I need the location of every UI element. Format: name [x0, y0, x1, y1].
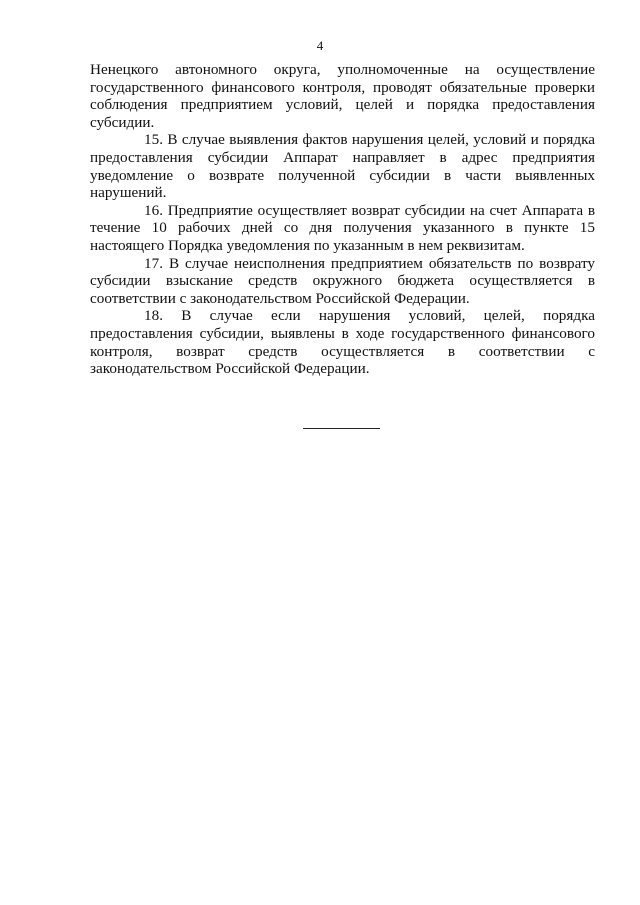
end-of-document-rule — [303, 428, 380, 429]
paragraph-continuation: Ненецкого автономного округа, уполномоченные на осуществление государственного финансового контроля, проводят обязательные проверки соблюдения предприятием условий, целей и порядка предоставления субсидии. — [90, 61, 595, 131]
paragraph-item-15: 15. В случае выявления фактов нарушения целей, условий и порядка предоставления субсидии Аппарат направляет в адрес предприятия уведомление о возврате полученной субсидии в части выявленных нарушений. — [90, 131, 595, 202]
document-body — [90, 61, 595, 378]
paragraph-item-16: 16. Предприятие осуществляет возврат субсидии на счет Аппарата в течение 10 рабочих дней со дня получения указанного в пункте 15 настоящего Порядка уведомления по указанным в нем реквизитам. — [90, 201, 595, 254]
page-number: 4 — [316, 38, 324, 53]
paragraph-item-18: 18. В случае если нарушения условий, целей, порядка предоставления субсидии, выявлены в ходе государственного финансового контроля, возврат средств осуществляется в соответствии с законодательством Российской Федерации. — [90, 307, 595, 378]
paragraph-item-17: 17. В случае неисполнения предприятием обязательств по возврату субсидии взыскание средств окружного бюджета осуществляется в соответствии с законодательством Российской Федерации. — [90, 254, 595, 307]
